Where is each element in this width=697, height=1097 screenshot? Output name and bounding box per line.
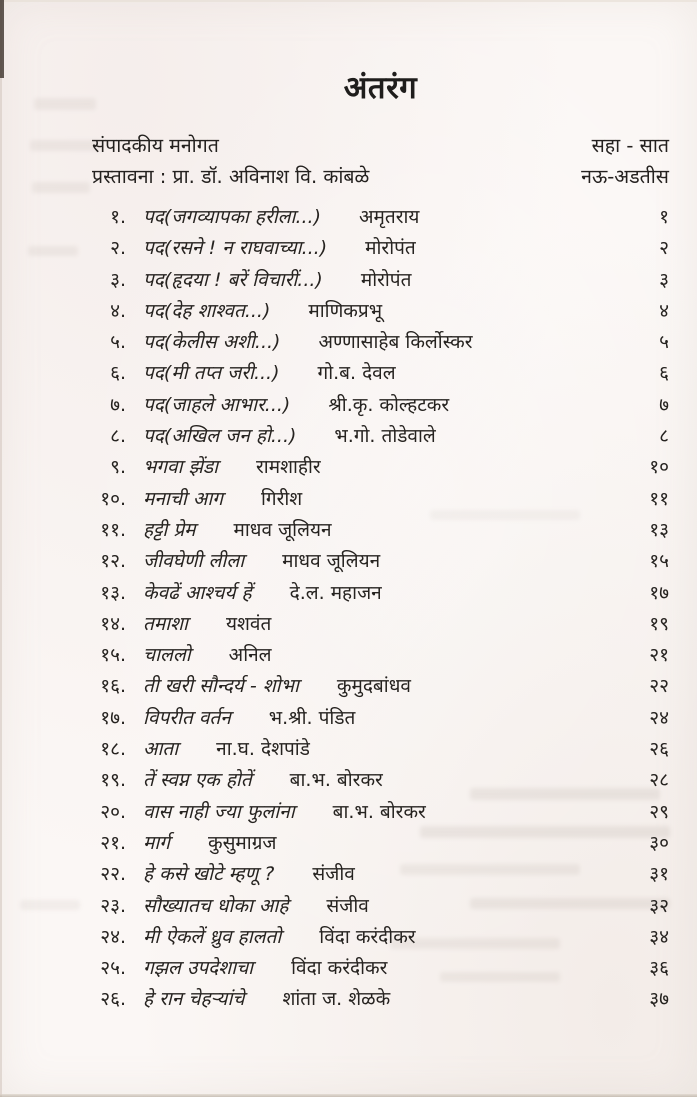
page-edge-top — [0, 0, 697, 2]
toc-entry-row — [92, 422, 669, 453]
entry-number: २१. — [100, 831, 126, 854]
entry-title-author — [143, 892, 625, 918]
front-matter — [92, 130, 669, 192]
entry-author: यशवंत — [225, 612, 272, 635]
entry-title-author — [143, 798, 625, 824]
entry-number: २०. — [100, 800, 126, 823]
entry-title-author — [143, 923, 625, 949]
toc-entry-row — [92, 203, 669, 234]
entry-number: १६. — [100, 675, 126, 698]
entry-page-number: ३ — [659, 268, 669, 291]
bleed-through-smudge — [34, 98, 96, 110]
toc-content — [92, 68, 669, 1017]
entry-page-number: १० — [649, 456, 669, 479]
toc-entry-row — [92, 923, 669, 954]
front-matter-row-editorial — [92, 130, 669, 161]
entry-title-author — [143, 985, 625, 1011]
entry-page-number: ७ — [659, 393, 669, 416]
entry-title: पद(केलीस अशी...) — [143, 331, 281, 354]
toc-entry-row — [92, 766, 669, 797]
entry-number: ९. — [110, 456, 126, 479]
entry-author: बा.भ. बोरकर — [289, 769, 383, 792]
entry-title: मनाची आग — [143, 487, 223, 510]
entry-number: १८. — [100, 738, 126, 761]
entry-page-number: ३६ — [649, 957, 669, 980]
toc-entry-row — [92, 234, 669, 265]
entry-author: कुसुमाग्रज — [207, 831, 277, 854]
entry-number: १७. — [100, 706, 126, 729]
entry-author: भ.श्री. पंडित — [268, 706, 356, 729]
entry-author: बा.भ. बोरकर — [332, 800, 426, 823]
entry-title: चाललो — [143, 644, 191, 667]
entry-page-number: ३० — [649, 831, 669, 854]
entry-number: १०. — [100, 487, 126, 510]
entry-page-number: २ — [659, 237, 669, 260]
entry-author: अण्णासाहेब किर्लोस्कर — [318, 331, 473, 354]
entry-title: हे रान चेहऱ्यांचे — [143, 988, 245, 1011]
entry-page-number: १ — [659, 206, 669, 228]
toc-entry-row — [92, 829, 669, 860]
entry-title-author — [143, 641, 625, 667]
toc-entry-row — [92, 297, 669, 328]
entry-title: तें स्वप्न एक होतें — [143, 769, 252, 792]
bleed-through-smudge — [30, 140, 100, 151]
entry-title-author — [143, 234, 625, 260]
entry-title: ती खरी सौन्दर्य - शोभा — [143, 675, 299, 698]
toc-entry-row — [92, 704, 669, 735]
entry-number: १. — [110, 206, 126, 228]
entry-page-number: १५ — [649, 550, 669, 573]
entry-page-number: २२ — [649, 675, 669, 698]
entry-title-author — [143, 579, 625, 605]
page-edge-left-mark — [0, 0, 4, 78]
bleed-through-smudge — [20, 900, 80, 910]
entry-title: विपरीत वर्तन — [143, 706, 231, 729]
toc-entry-row — [92, 798, 669, 829]
entry-author: माधव जूलियन — [233, 518, 332, 541]
entry-title-author — [143, 610, 625, 636]
entry-author: विंदा करंदीकर — [319, 925, 416, 948]
entry-title: मी ऐकलें ध्रुव हालतो — [143, 925, 282, 948]
toc-entry-row — [92, 547, 669, 578]
toc-entry-row — [92, 266, 669, 297]
entry-number: १४. — [100, 612, 126, 635]
entry-author: कुमुदबांधव — [336, 675, 411, 698]
entry-title-author — [143, 485, 625, 511]
entry-title: मार्ग — [143, 831, 170, 854]
entry-number: ७. — [110, 393, 126, 416]
toc-entry-row — [92, 516, 669, 547]
entry-number: २३. — [100, 894, 126, 917]
entry-page-number: १३ — [649, 518, 669, 541]
entry-number: ६. — [110, 362, 126, 385]
toc-entry-row — [92, 954, 669, 985]
entry-author: विंदा करंदीकर — [291, 957, 388, 980]
entry-number: १२. — [100, 550, 126, 573]
entry-title: पद(देह शाश्वत...) — [143, 299, 271, 322]
toc-entry-row — [92, 892, 669, 923]
entry-author: श्री.कृ. कोल्हटकर — [328, 393, 450, 416]
entry-title-author — [143, 672, 625, 698]
entry-title: पद(मी तप्त जरी...) — [143, 362, 280, 385]
entry-title-author — [143, 203, 625, 229]
entry-title: पद(हृदया ! बरें विचारीं...) — [143, 268, 323, 291]
toc-entry-row — [92, 641, 669, 672]
entry-page-number: २८ — [649, 769, 669, 792]
entry-page-number: ३१ — [649, 863, 669, 886]
entry-author: गो.ब. देवल — [317, 362, 396, 385]
entry-number: १३. — [100, 581, 126, 604]
entry-title-author — [143, 735, 625, 761]
entry-page-number: १९ — [649, 612, 669, 635]
bleed-through-smudge — [28, 246, 78, 256]
entry-title-author — [143, 766, 625, 792]
entry-title: जीवघेणी लीला — [143, 550, 245, 573]
toc-entry-row — [92, 453, 669, 484]
entry-title: सौख्यातच धोका आहे — [143, 894, 289, 917]
entry-title-author — [143, 954, 625, 980]
front-matter-pages: सहा - सात — [591, 134, 669, 157]
entry-author: माणिकप्रभू — [308, 299, 383, 322]
toc-entry-row — [92, 610, 669, 641]
entry-title: भगवा झेंडा — [143, 456, 219, 479]
entry-number: ४. — [110, 299, 126, 322]
toc-entry-row — [92, 860, 669, 891]
entry-page-number: ६ — [659, 362, 669, 385]
entry-number: ५. — [110, 331, 126, 354]
entry-title: पद(जाहले आभार...) — [143, 393, 291, 416]
entry-page-number: ३२ — [649, 894, 669, 917]
entry-page-number: २६ — [649, 738, 669, 761]
entry-author: संजीव — [326, 894, 369, 917]
entry-title-author — [143, 860, 625, 886]
toc-entry-row — [92, 579, 669, 610]
entry-title-author — [143, 391, 625, 417]
entry-number: १५. — [100, 644, 126, 667]
entry-title-author — [143, 328, 625, 354]
bleed-through-smudge — [32, 182, 90, 193]
entry-author: दे.ल. महाजन — [289, 581, 382, 604]
entry-author: संजीव — [312, 863, 355, 886]
entry-number: २२. — [100, 863, 126, 886]
page-edge-left-line — [0, 0, 2, 1097]
front-matter-pages: नऊ-अडतीस — [581, 165, 669, 188]
entry-number: १९. — [100, 769, 126, 792]
entry-title-author — [143, 829, 625, 855]
entry-page-number: ५ — [659, 331, 669, 354]
entry-author: अनिल — [228, 644, 272, 667]
entry-page-number: ११ — [649, 487, 669, 510]
toc-entry-row — [92, 735, 669, 766]
toc-entry-row — [92, 359, 669, 390]
entry-title-author — [143, 453, 625, 479]
entry-author: रामशाहीर — [256, 456, 321, 479]
entry-number: ३. — [110, 268, 126, 291]
page-title: अंतरंग — [343, 70, 418, 106]
entry-title-author — [143, 704, 625, 730]
entry-page-number: १७ — [649, 581, 669, 604]
toc-entry-row — [92, 985, 669, 1016]
entry-number: २४. — [100, 925, 126, 948]
entry-title: पद(रसने ! न राघवाच्या...) — [143, 237, 328, 260]
entry-number: ११. — [100, 518, 126, 541]
entry-number: २. — [110, 237, 126, 260]
entry-page-number: ३७ — [649, 988, 669, 1011]
entry-page-number: २४ — [649, 706, 669, 729]
entry-author: शांता ज. शेळके — [282, 988, 391, 1011]
entry-title-author — [143, 422, 625, 448]
front-matter-row-preface — [92, 161, 669, 192]
entry-title: वास नाही ज्या फुलांना — [143, 800, 295, 823]
front-matter-label: संपादकीय मनोगत — [92, 134, 219, 157]
entry-title-author — [143, 359, 625, 385]
entry-title-author — [143, 266, 625, 292]
entry-number: २५. — [100, 957, 126, 980]
entry-author: गिरीश — [260, 487, 303, 510]
entry-number: ८. — [110, 425, 126, 448]
entry-page-number: २९ — [649, 800, 669, 823]
entry-title: केवढें आश्चर्य हें — [143, 581, 252, 604]
front-matter-label: प्रस्तावना : प्रा. डॉ. अविनाश वि. कांबळे — [92, 165, 370, 188]
entry-page-number: ३४ — [649, 925, 669, 948]
entry-title: गझल उपदेशाचा — [143, 957, 254, 980]
toc-entry-row — [92, 328, 669, 359]
entry-title: पद(अखिल जन हो...) — [143, 425, 297, 448]
toc-entry-row — [92, 391, 669, 422]
entry-title: आता — [143, 738, 179, 761]
entry-author: मोरोपंत — [365, 237, 416, 260]
entry-title: तमाशा — [143, 612, 188, 635]
entry-author: माधव जूलियन — [282, 550, 381, 573]
entry-author: मोरोपंत — [360, 268, 412, 291]
entry-number: २६. — [100, 988, 126, 1011]
entry-author: ना.घ. देशपांडे — [216, 738, 310, 761]
entry-title: हे कसे खोटे म्हणू ? — [143, 863, 275, 886]
entry-title: हट्टी प्रेम — [143, 518, 196, 541]
entry-page-number: ४ — [659, 299, 669, 322]
entry-title: पद(जगव्यापका हरीला...) — [143, 206, 321, 228]
entry-title-author — [143, 516, 625, 542]
entry-author: अमृतराय — [359, 206, 420, 228]
entry-page-number: ८ — [659, 425, 669, 448]
toc-entry-row — [92, 485, 669, 516]
entry-title-author — [143, 297, 625, 323]
entry-author: भ.गो. तोडेवाले — [334, 425, 436, 448]
toc-entry-row — [92, 672, 669, 703]
toc-list — [92, 203, 669, 1017]
entry-page-number: २१ — [649, 644, 669, 667]
entry-title-author — [143, 547, 625, 573]
